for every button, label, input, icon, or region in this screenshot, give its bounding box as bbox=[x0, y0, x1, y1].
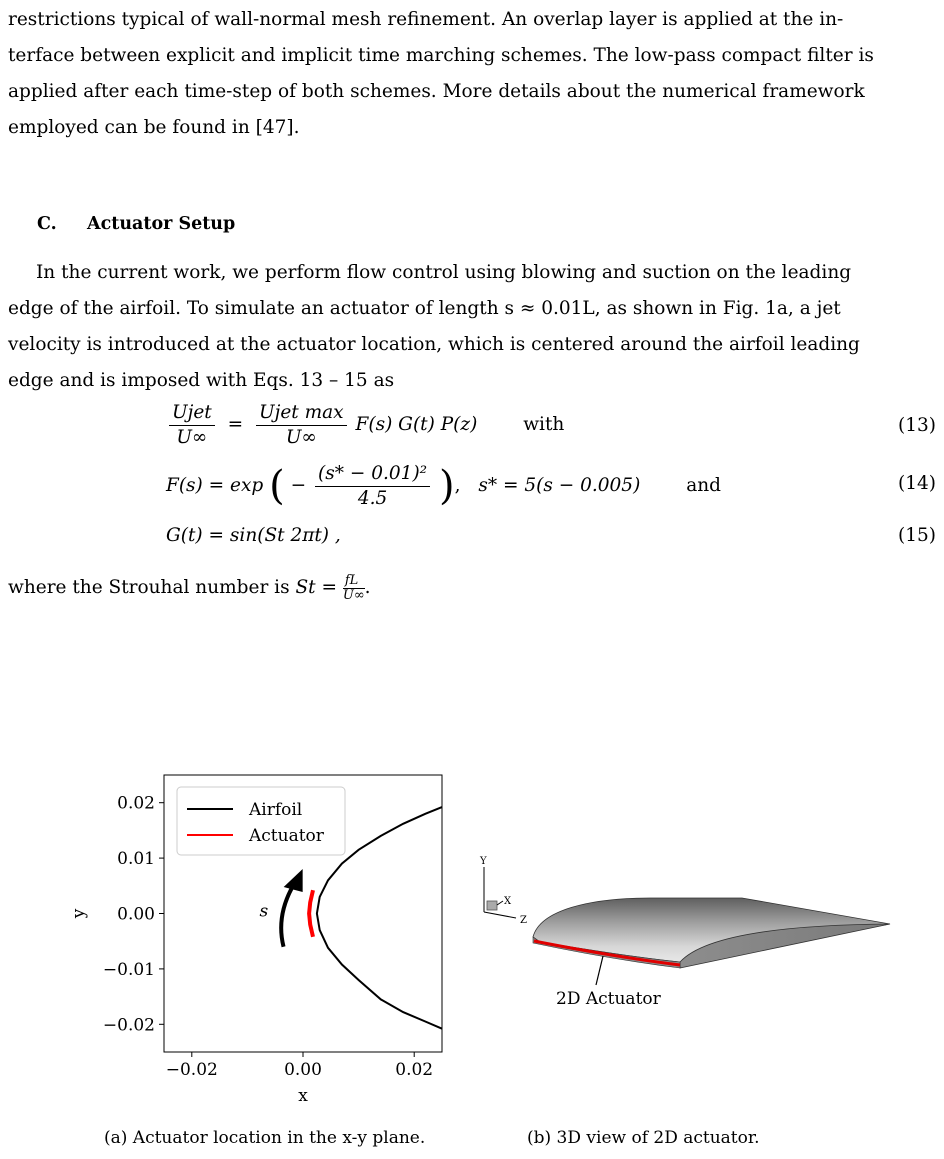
x-tick-label: 0.00 bbox=[284, 1060, 322, 1080]
actuator-paragraph bbox=[8, 255, 936, 399]
para-line: edge and is imposed with Eqs. 13 – 15 as bbox=[8, 370, 395, 391]
eq13-word: with bbox=[523, 414, 565, 435]
para-line: In the current work, we perform flow control using blowing and suction on the leading bbox=[36, 262, 852, 283]
strouhal-lhs: St = bbox=[295, 577, 337, 598]
caption-b: (b) 3D view of 2D actuator. bbox=[527, 1128, 760, 1148]
arrow-label: s bbox=[259, 901, 269, 922]
eq13-rest: F(s) G(t) P(z) bbox=[355, 414, 478, 435]
x-axis-label: x bbox=[298, 1086, 308, 1106]
section-number: C. bbox=[37, 214, 57, 234]
axis-triad-icon bbox=[479, 856, 527, 926]
intro-line: restrictions typical of wall-normal mesh refinement. An overlap layer is applied at the in- bbox=[8, 9, 844, 30]
triad-y-label: Y bbox=[480, 856, 487, 867]
equation-15: G(t) = sin(St 2πt) , bbox=[166, 525, 341, 546]
y-tick-label: 0.00 bbox=[117, 904, 155, 925]
triad-z-label: Z bbox=[520, 915, 527, 926]
eq13-rhs-den: U∞ bbox=[285, 427, 317, 448]
y-axis-label: y bbox=[69, 908, 89, 919]
intro-line: employed can be found in [47]. bbox=[8, 117, 300, 138]
arrow-head bbox=[284, 869, 303, 892]
wing-3d bbox=[533, 898, 890, 968]
y-tick-label: 0.02 bbox=[117, 793, 155, 814]
eq13-number: (13) bbox=[898, 415, 936, 436]
eq15-number: (15) bbox=[898, 525, 936, 546]
para-line: velocity is introduced at the actuator location, which is centered around the airfoil leading bbox=[8, 334, 860, 355]
y-tick-label: −0.01 bbox=[102, 959, 155, 980]
arc-arrow bbox=[281, 883, 294, 947]
para-line: edge of the airfoil. To simulate an actuator of length s ≈ 0.01L, as shown in Fig. 1a, a jet bbox=[8, 298, 841, 319]
x-tick-label: −0.02 bbox=[165, 1060, 218, 1080]
eq14-word: and bbox=[686, 475, 721, 496]
triad-x-label: X bbox=[504, 896, 512, 907]
eq14-den: 4.5 bbox=[357, 488, 388, 509]
intro-paragraph bbox=[8, 2, 936, 146]
eq14-lhs: F(s) = exp bbox=[166, 475, 264, 496]
eq14-number: (14) bbox=[898, 473, 936, 494]
eq13-rhs-num: Ujet max bbox=[256, 402, 347, 426]
equation-13: $\frac{\text{Ujet}}{U\infty}$ = $\frac{\text{Ujet max}}{U\infty}$ F(s) G(t) P(z) with bbox=[166, 402, 564, 448]
strouhal-line: where the Strouhal number is St = $\frac{fL}{U\infty}$ . bbox=[8, 572, 371, 603]
legend-label: Airfoil bbox=[249, 800, 303, 820]
strouhal-prefix: where the Strouhal number is bbox=[8, 577, 290, 598]
eq13-lhs-den: U∞ bbox=[176, 427, 208, 448]
equation-14: F(s) = exp ( − $\frac{\text{(s* − 0.01)²}}{4.5}$ ), s* = 5(s − 0.005) and bbox=[166, 463, 721, 509]
section-title: Actuator Setup bbox=[87, 214, 236, 234]
actuator-line bbox=[309, 890, 313, 937]
section-heading bbox=[37, 214, 235, 234]
figure-a-chart bbox=[60, 770, 460, 1110]
strouhal-den: U∞ bbox=[342, 587, 365, 603]
eq13-lhs-num: Ujet bbox=[169, 402, 215, 426]
actuator-3d-label: 2D Actuator bbox=[556, 989, 661, 1009]
intro-line: terface between explicit and implicit time marching schemes. The low-pass compact filter is bbox=[8, 45, 874, 66]
y-tick-label: 0.01 bbox=[117, 849, 155, 870]
eq14-rest: s* = 5(s − 0.005) bbox=[478, 475, 641, 496]
x-tick-label: 0.02 bbox=[395, 1060, 434, 1080]
intro-line: applied after each time-step of both schemes. More details about the numerical framework bbox=[8, 81, 865, 102]
caption-a: (a) Actuator location in the x-y plane. bbox=[104, 1128, 426, 1148]
figure-b-3d-view bbox=[470, 840, 910, 1020]
strouhal-num: fL bbox=[343, 574, 365, 589]
eq14-num: (s* − 0.01)² bbox=[315, 463, 430, 487]
y-tick-label: −0.02 bbox=[102, 1015, 155, 1036]
legend-label: Actuator bbox=[249, 826, 324, 846]
